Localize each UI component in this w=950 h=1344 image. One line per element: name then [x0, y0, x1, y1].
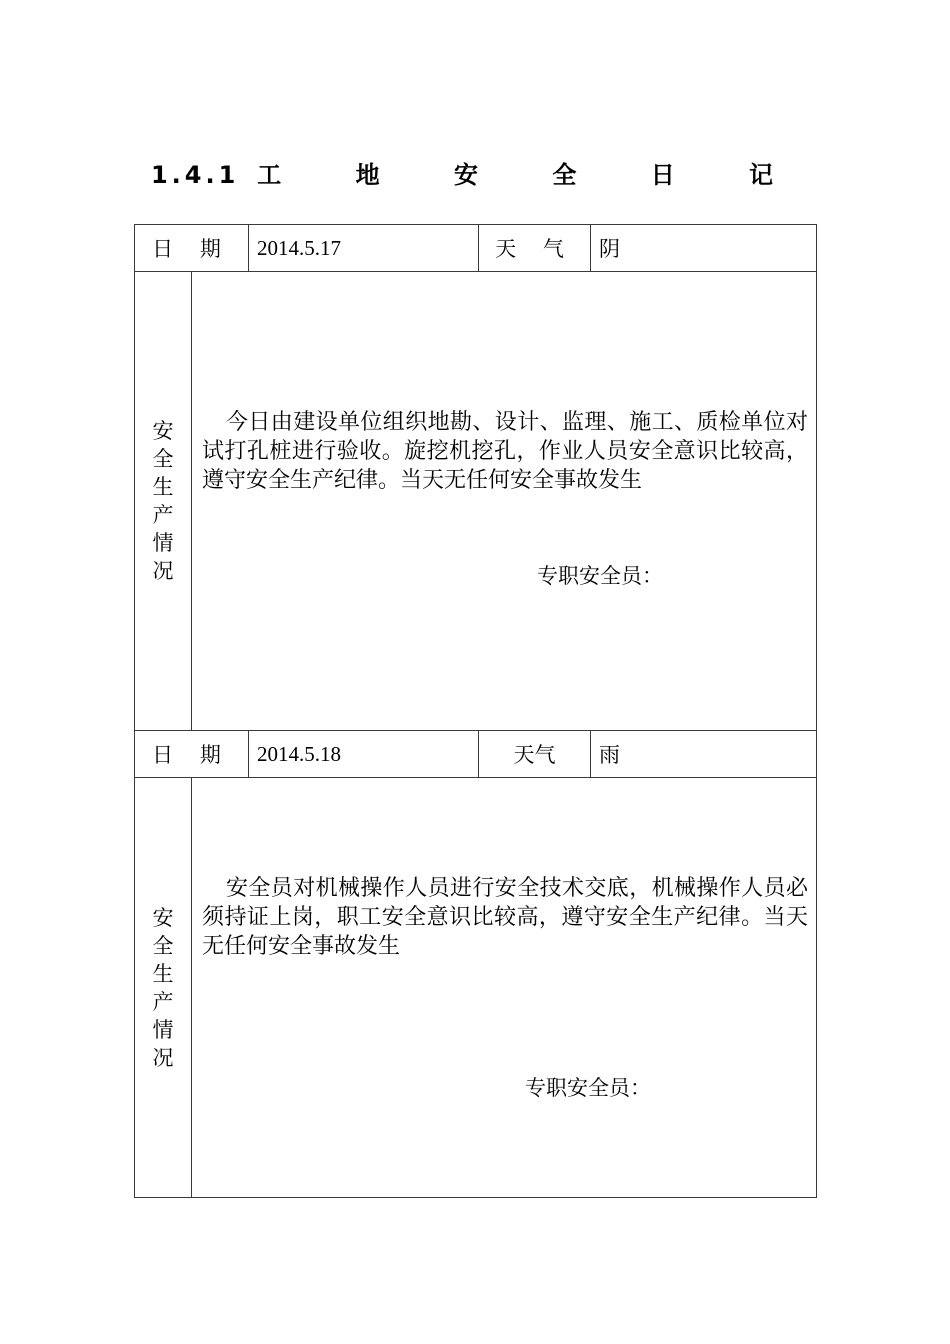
entry-2-side-label: 安全生产情况: [152, 905, 174, 1070]
entry-1-side-label-cell: [135, 272, 192, 731]
entry-2-weather-label: 天气: [479, 731, 591, 778]
entry-1-weather-value: 阴: [591, 225, 817, 272]
entry-2-header-row: [135, 731, 817, 778]
entry-1-content-text: 今日由建设单位组织地勘、设计、监理、施工、质检单位对试打孔桩进行验收。旋挖机挖孔，作业人员安全意识比较高，遵守安全生产纪律。当天无任何安全事故发生: [202, 410, 808, 493]
entry-2-content-cell: [192, 778, 817, 1198]
entry-2-content-text: 安全员对机械操作人员进行安全技术交底，机械操作人员必须持证上岗，职工安全意识比较高，遵守安全生产纪律。当天无任何安全事故发生: [202, 876, 808, 959]
entry-2-signature-label: 专职安全员：: [525, 1076, 651, 1100]
entry-1-body-row: [135, 272, 817, 731]
entry-2-side-label-cell: [135, 778, 192, 1198]
safety-log-table: [134, 224, 817, 1198]
entry-1-content-cell: [192, 272, 817, 731]
page-title: [0, 158, 950, 192]
entry-2-date-label: 日 期: [135, 731, 249, 778]
entry-2-date-value: 2014.5.18: [249, 731, 479, 778]
title-number: 1.4.1: [150, 161, 240, 189]
entry-1-date-value: 2014.5.17: [249, 225, 479, 272]
entry-1-signature-label: 专职安全员：: [537, 564, 663, 588]
entry-1-side-label: 安全生产情况: [152, 419, 174, 583]
entry-2-body-row: [135, 778, 817, 1198]
entry-1-weather-label: 天 气: [479, 225, 591, 272]
entry-1-date-label: 日 期: [135, 225, 249, 272]
entry-1-header-row: [135, 225, 817, 272]
entry-2-weather-value: 雨: [591, 731, 817, 778]
title-text: 工 地 安 全 日 记: [257, 161, 800, 189]
